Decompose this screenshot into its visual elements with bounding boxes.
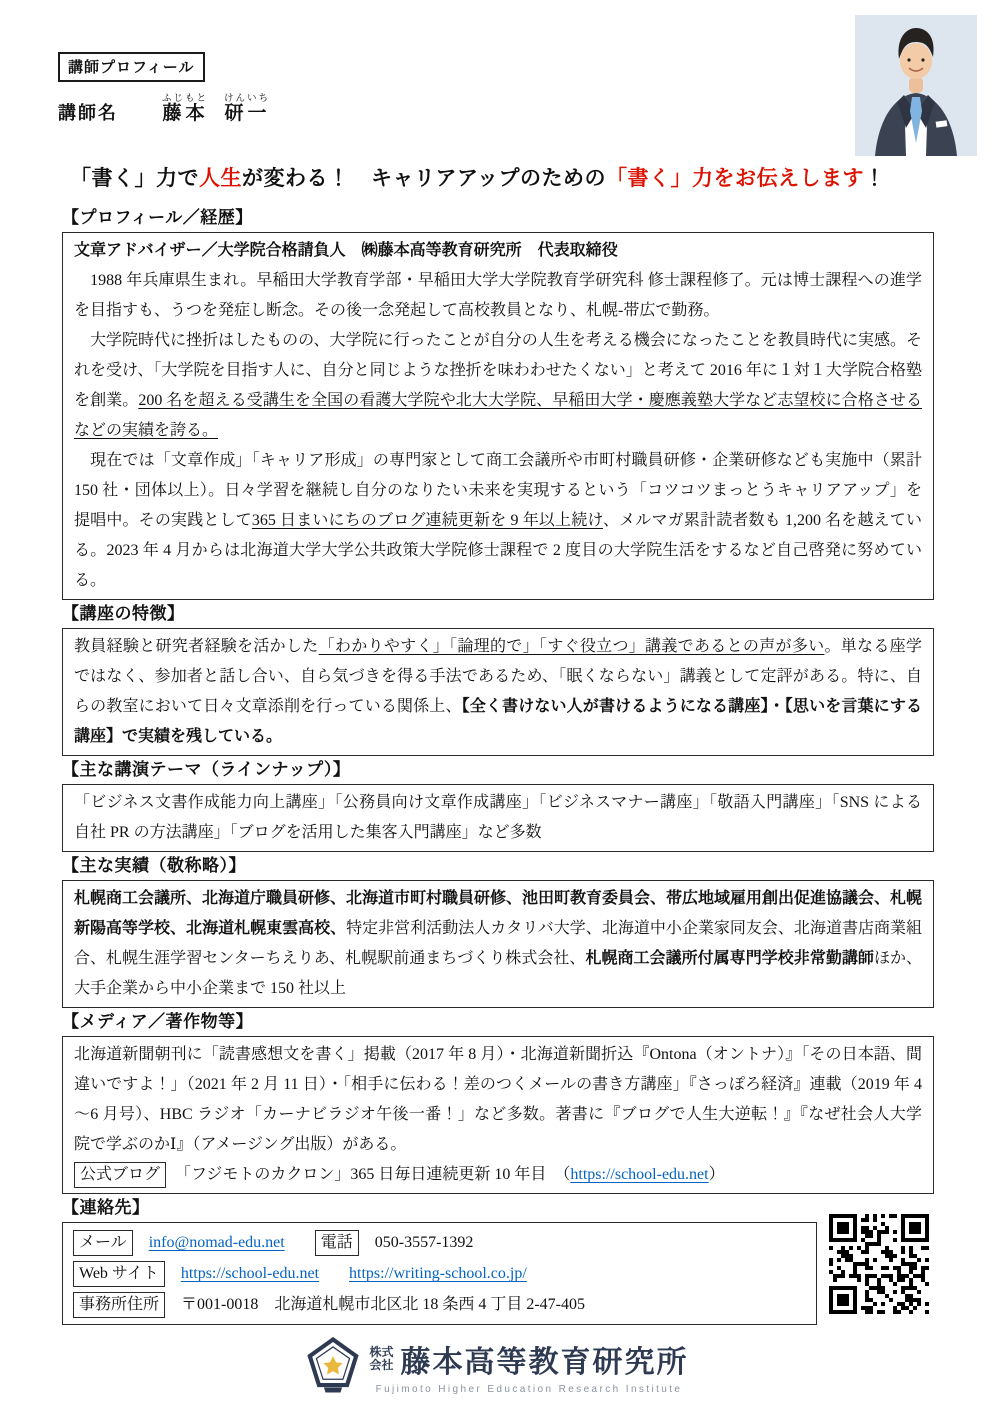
text-segment: ！ bbox=[864, 166, 886, 190]
lecturer-name-mei-furigana: けんいち bbox=[224, 94, 271, 104]
themes-paragraph bbox=[74, 788, 922, 848]
section-box-achievements bbox=[62, 880, 934, 1008]
company-logo-icon bbox=[307, 1337, 359, 1395]
profile-paragraph bbox=[74, 236, 922, 266]
contact-area bbox=[62, 1222, 934, 1325]
profile-paragraph bbox=[74, 266, 922, 326]
section-box-features bbox=[62, 628, 934, 756]
text-segment: 教員経験と研究者経験を活かした bbox=[74, 638, 319, 655]
text-segment: 。単なる座学ではなく、参加者と話し合い、自ら気づきを得る手法であるため、「眠くならない」講義として定評がある。特に、自らの教室において日々文章添削を行っている関係上、 bbox=[74, 638, 922, 715]
hyperlink[interactable]: https://writing-school.co.jp/ bbox=[349, 1265, 527, 1282]
section-title-themes: 【主な講演テーマ（ラインナップ）】 bbox=[62, 760, 351, 779]
lecturer-name bbox=[162, 94, 286, 125]
company-logo bbox=[62, 1337, 934, 1395]
text-segment: 「フジモトのカクロン」365 日毎日連続更新 10 年目 （ bbox=[175, 1166, 571, 1183]
text-segment: 札幌商工会議所付属専門学校非常勤講師 bbox=[585, 950, 874, 967]
section-title-profile: 【プロフィール／経歴】 bbox=[62, 208, 253, 227]
profile-tag-label: 講師プロフィール bbox=[58, 52, 205, 82]
section-box-media bbox=[62, 1036, 934, 1194]
main-content bbox=[62, 204, 934, 1395]
lecturer-name-sei: 藤本ふじもと bbox=[162, 94, 209, 124]
company-name-english: Fujimoto Higher Education Research Institute bbox=[375, 1384, 683, 1395]
company-prefix-top: 株式 bbox=[369, 1345, 394, 1359]
text-segment: 現在では「文章作成」「キャリア形成」の専門家として商工会議所や市町村職員研修・企業研修なども実施中（累計 150 社・団体以上）。日々学習を継続し自分のなりたい未来を実現するという「コツコツまっとうキャリアアップ」を提唱中。その実践として bbox=[74, 452, 922, 529]
text-segment: 「書く」力をお伝えします bbox=[606, 166, 865, 190]
section-title-features: 【講座の特徴】 bbox=[62, 604, 185, 623]
text-segment: ほか、大手企業から中小企業まで 150 社以上 bbox=[74, 950, 922, 997]
company-prefix-bottom: 会社 bbox=[369, 1358, 394, 1372]
lecturer-photo bbox=[855, 15, 977, 156]
section-title-media: 【メディア／著作物等】 bbox=[62, 1012, 254, 1031]
field-label: 電話 bbox=[315, 1230, 359, 1256]
field-label: 公式ブログ bbox=[74, 1162, 166, 1188]
lecturer-name-sei-furigana: ふじもと bbox=[162, 94, 209, 104]
company-prefix bbox=[369, 1346, 393, 1372]
text-segment: 【全く書けない人が書けるようになる講座】・【思いを言葉にする講座】で実績を残している。 bbox=[74, 698, 922, 745]
qr-code bbox=[827, 1212, 931, 1316]
text-segment: 特定非営利活動法人カタリバ大学、北海道中小企業家同友会、北海道書店商業組合、札幌生涯学習センターちえりあ、札幌駅前通まちづくり株式会社、 bbox=[74, 920, 922, 967]
text-segment: 大学院時代に挫折はしたものの、大学院に行ったことが自分の人生を考える機会になったことを教員時代に実感。それを受け、「大学院を目指す人に、自分と同じような挫折を味わわせたくない」と考えて 2016 年に１対１大学院合格塾を創業。 bbox=[74, 332, 922, 409]
hyperlink[interactable]: https://school-edu.net bbox=[180, 1265, 320, 1282]
contact-row-address bbox=[73, 1289, 806, 1320]
contact-row-email-phone bbox=[73, 1227, 806, 1258]
field-label: メール bbox=[73, 1230, 133, 1256]
achievements-paragraph bbox=[74, 884, 922, 1004]
section-title-achievements: 【主な実績（敬称略）】 bbox=[62, 856, 246, 875]
text-segment: 札幌商工会議所、北海道庁職員研修、北海道市町村職員研修、池田町教育委員会、帯広地域雇用創出促進協議会、札幌新陽高等学校、北海道札幌東雲高校、 bbox=[74, 890, 923, 937]
profile-paragraph bbox=[74, 326, 922, 446]
lecturer-name-mei: 研一けんいち bbox=[224, 94, 271, 124]
company-logo-text bbox=[369, 1337, 688, 1395]
text-segment: 、メルマガ累計読者数も 1,200 名を越えている。2023 年 4 月からは北海道大学大学公共政策大学院修士課程で 2 度目の大学院生活をするなど自己啓発に努めている。 bbox=[74, 512, 922, 589]
text-segment: 文章アドバイザー／大学院合格請負人 ㈱藤本高等教育研究所 代表取締役 bbox=[74, 242, 618, 259]
section-box-themes bbox=[62, 784, 934, 852]
hyperlink[interactable]: info@nomad-edu.net bbox=[148, 1234, 285, 1251]
text-segment: 1988 年兵庫県生まれ。早稲田大学教育学部・早稲田大学大学院教育学研究科 修士課程修了。元は博士課程への進学を目指すも、うつを発症し断念。その後一念発起して高校教員となり、札幌-帯広で勤務。 bbox=[74, 272, 922, 319]
text-segment: 200 名を超える受講生を全国の看護大学院や北大大学院、早稲田大学・慶應義塾大学など志望校に合格させるなどの実績を誇る。 bbox=[74, 392, 922, 439]
section-title-contact: 【連絡先】 bbox=[62, 1198, 150, 1217]
text-segment: 「書く」力で bbox=[70, 166, 199, 190]
text-segment: 人生 bbox=[199, 166, 242, 190]
text-segment: 北海道新聞朝刊に「読書感想文を書く」掲載（2017 年 8 月）・北海道新聞折込『Ontona（オントナ）』「その日本語、間違いですよ！」（2021 年 2 月 11 日）・「相手に伝わる！差のつくメールの書き方講座」『さっぽろ経済』連載（2019 年 4～6 月号）、HBC ラジオ「カーナビラジオ午後一番！」など多数。著書に『ブログで人生大逆転！』『なぜ社会人大学院で学ぶのかⅠ』（アメージング出版）がある。 bbox=[74, 1046, 922, 1153]
lecturer-name-label: 講師名 bbox=[58, 103, 118, 123]
text-segment: 050-3557-1392 bbox=[374, 1234, 474, 1251]
text-segment: が変わる！ キャリアアップのための bbox=[242, 166, 607, 190]
field-label: Web サイト bbox=[73, 1261, 165, 1287]
official-blog-line bbox=[74, 1160, 922, 1190]
company-name: 藤本高等教育研究所 bbox=[400, 1346, 689, 1379]
section-box-contact bbox=[62, 1222, 817, 1325]
lecturer-name-row bbox=[58, 94, 286, 125]
hyperlink[interactable]: https://school-edu.net bbox=[570, 1166, 709, 1183]
text-segment: ） bbox=[708, 1166, 725, 1183]
text-segment: 「わかりやすく」「論理的で」「すぐ役立つ」講義であるとの声が多い bbox=[318, 638, 825, 655]
features-paragraph bbox=[74, 632, 922, 752]
lecturer-photo-illustration bbox=[855, 15, 977, 156]
profile-paragraph bbox=[74, 446, 922, 596]
text-segment: 「ビジネス文書作成能力向上講座」「公務員向け文章作成講座」「ビジネスマナー講座」「敬語入門講座」「SNS による自社 PR の方法講座」「ブログを活用した集客入門講座」など多数 bbox=[74, 794, 922, 841]
media-paragraph bbox=[74, 1040, 922, 1160]
text-segment: 365 日まいにちのブログ連続更新を 9 年以上続け bbox=[251, 512, 603, 529]
section-box-profile bbox=[62, 232, 934, 600]
contact-row-websites bbox=[73, 1258, 806, 1289]
text-segment: 〒001-0018 北海道札幌市北区北 18 条西 4 丁目 2-47-405 bbox=[181, 1296, 586, 1313]
field-label: 事務所住所 bbox=[73, 1292, 165, 1318]
catch-copy-headline bbox=[70, 162, 886, 192]
